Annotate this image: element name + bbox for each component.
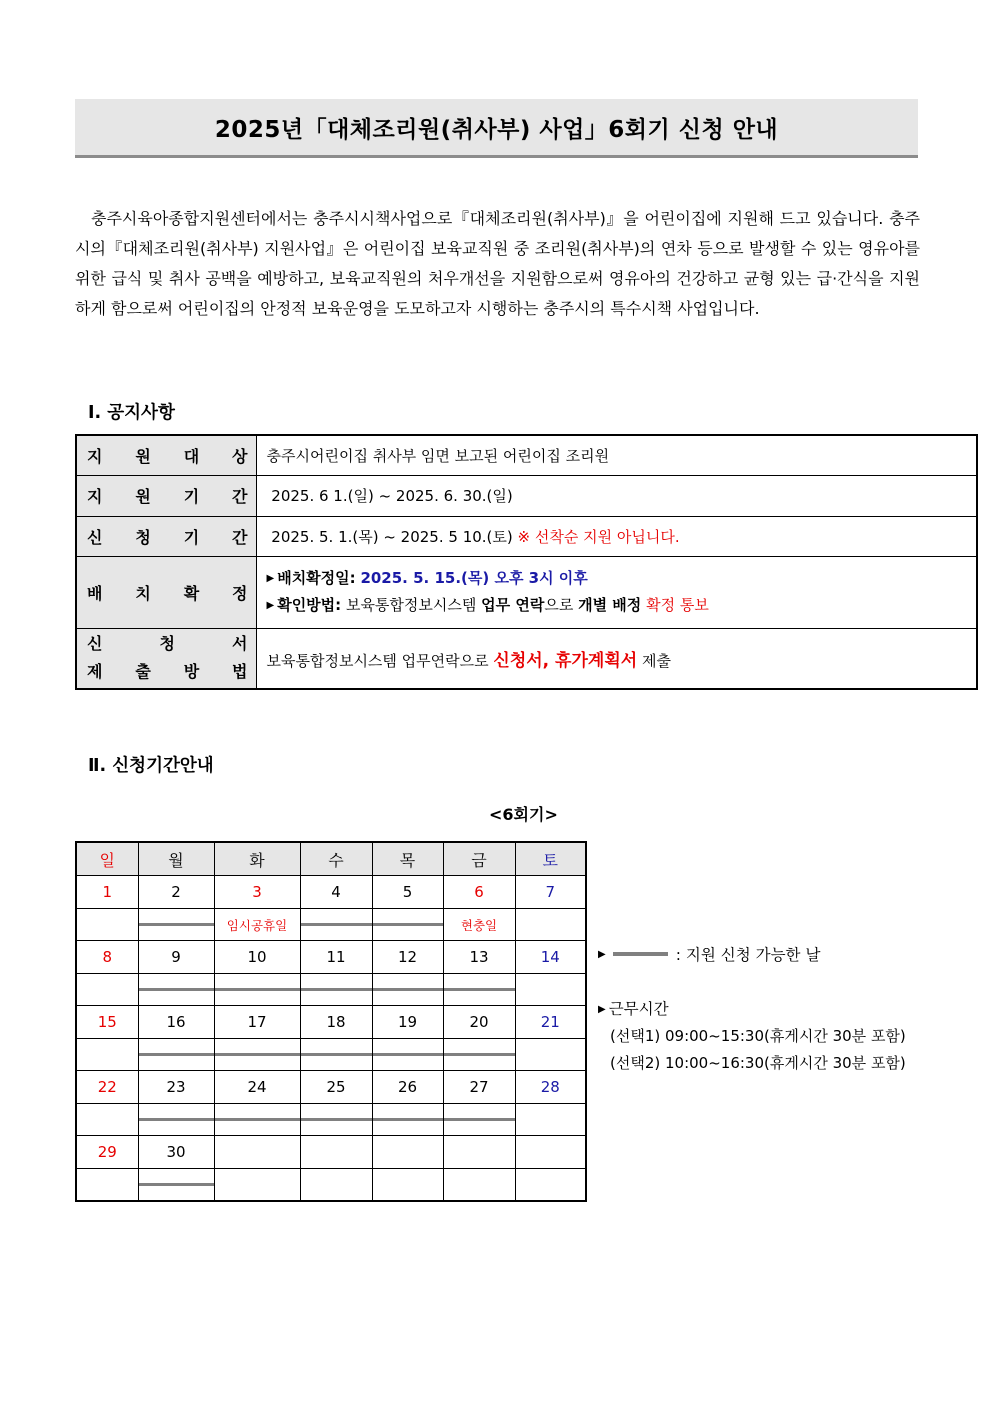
calendar-day: 4	[300, 876, 372, 909]
calendar-day: 25	[300, 1071, 372, 1104]
calendar-day: 9	[138, 941, 214, 974]
calendar-day	[515, 1136, 586, 1169]
calendar-day	[443, 1136, 515, 1169]
label-apply: 신 청 기 간	[76, 516, 256, 556]
calendar-table	[75, 841, 587, 1202]
value-target: 충주시어린이집 취사부 임면 보고된 어린이집 조리원	[256, 435, 977, 475]
section-heading-schedule: Ⅱ. 신청기간안내	[88, 756, 214, 776]
calendar-day: 16	[138, 1006, 214, 1039]
calendar-mark-row	[76, 909, 586, 941]
value-assign	[256, 556, 977, 628]
work-option-1: (선택1) 09:00~15:30(휴게시간 30분 포함)	[610, 1027, 906, 1045]
apply-available-bar	[373, 1053, 443, 1056]
apply-available-bar	[301, 988, 372, 991]
intro-paragraph: 충주시육아종합지원센터에서는 충주시시책사업으로『대체조리원(취사부)』을 어린이집에 지원해 드고 있습니다. 충주시의『대체조리원(취사부) 지원사업』은 어린이집 보육교직원 중 조리원(취사부)의 연차 등으로 발생할 수 있는 영유아를 위한 급식 및 취사 공백을 예방하고, 보육교직원의 처우개선을 지원함으로써 영유아의 건강하고 균형 있는 급·간식을 지원하게 함으로써 어린이집의 안정적 보육운영을 도모하고자 시행하는 충주시의 특수시책 사업입니다.	[75, 209, 920, 318]
calendar-day: 30	[138, 1136, 214, 1169]
calendar-week-row	[76, 941, 586, 974]
calendar-day: 27	[443, 1071, 515, 1104]
calendar-mark-row	[76, 1104, 586, 1136]
value-submit: 보육통합정보시스템 업무연락으로 신청서, 휴가계획서 제출	[256, 628, 977, 689]
calendar-week-row	[76, 1006, 586, 1039]
calendar-day: 23	[138, 1071, 214, 1104]
calendar-mark-row	[76, 974, 586, 1006]
calendar-day: 13	[443, 941, 515, 974]
calendar-day: 24	[214, 1071, 300, 1104]
calendar-week-row	[76, 1071, 586, 1104]
assign-date-line: ▶ 배치확정일: 2025. 5. 15.(목) 오후 3시 이후	[266, 569, 588, 587]
notice-table	[75, 434, 978, 690]
apply-available-bar	[301, 923, 372, 926]
calendar-day: 5	[372, 876, 443, 909]
calendar-day: 8	[76, 941, 138, 974]
weekday-header: 토	[515, 842, 586, 876]
apply-available-bar	[215, 1118, 300, 1121]
calendar-day: 12	[372, 941, 443, 974]
calendar-day: 26	[372, 1071, 443, 1104]
calendar-day: 18	[300, 1006, 372, 1039]
apply-available-bar	[139, 1183, 214, 1186]
apply-available-bar	[215, 988, 300, 991]
calendar-mark-row	[76, 1039, 586, 1071]
holiday-label: 현충일	[443, 909, 515, 941]
apply-available-bar	[373, 988, 443, 991]
calendar-day	[214, 1136, 300, 1169]
apply-available-bar	[444, 988, 515, 991]
apply-available-bar	[139, 923, 214, 926]
calendar-header-row	[76, 842, 586, 876]
calendar-legend: ▶ : 지원 신청 가능한 날	[598, 946, 821, 964]
value-apply: 2025. 5. 1.(목) ~ 2025. 5 10.(토) ※ 선착순 지원 아닙니다.	[256, 516, 977, 556]
apply-available-bar	[444, 1118, 515, 1121]
triangle-bullet-icon: ▶	[266, 573, 275, 584]
section-heading-notice: Ⅰ. 공지사항	[88, 403, 175, 423]
calendar-week-row	[76, 1136, 586, 1169]
calendar-caption: <6회기>	[489, 805, 558, 824]
calendar-mark-row	[76, 1169, 586, 1202]
apply-available-bar	[301, 1118, 372, 1121]
work-hours-title: ▶ 근무시간	[598, 1000, 669, 1018]
apply-available-bar	[139, 988, 214, 991]
apply-available-bar	[373, 923, 443, 926]
calendar-day: 20	[443, 1006, 515, 1039]
value-period: 2025. 6 1.(일) ~ 2025. 6. 30.(일)	[256, 475, 977, 516]
weekday-header: 화	[214, 842, 300, 876]
notice-row-period	[76, 475, 977, 516]
calendar-day	[300, 1136, 372, 1169]
label-assign: 배 치 확 정	[76, 556, 256, 628]
calendar-day: 28	[515, 1071, 586, 1104]
notice-row-submit	[76, 628, 977, 689]
calendar-day: 10	[214, 941, 300, 974]
apply-available-bar	[373, 1118, 443, 1121]
holiday-label: 임시공휴일	[214, 909, 300, 941]
calendar-day: 22	[76, 1071, 138, 1104]
label-target: 지 원 대 상	[76, 435, 256, 475]
work-option-2: (선택2) 10:00~16:30(휴게시간 30분 포함)	[610, 1054, 906, 1072]
calendar-day	[372, 1136, 443, 1169]
weekday-header: 금	[443, 842, 515, 876]
label-period: 지 원 기 간	[76, 475, 256, 516]
triangle-bullet-icon: ▶	[598, 948, 606, 960]
notice-row-apply	[76, 516, 977, 556]
triangle-bullet-icon: ▶	[598, 1004, 606, 1015]
calendar-day: 1	[76, 876, 138, 909]
calendar-day: 3	[214, 876, 300, 909]
calendar-day: 15	[76, 1006, 138, 1039]
apply-note: ※ 선착순 지원 아닙니다.	[517, 527, 680, 546]
apply-available-bar	[301, 1053, 372, 1056]
calendar-day: 2	[138, 876, 214, 909]
triangle-bullet-icon: ▶	[266, 600, 275, 611]
notice-row-assign	[76, 556, 977, 628]
weekday-header: 월	[138, 842, 214, 876]
apply-available-bar	[215, 1053, 300, 1056]
calendar-day: 14	[515, 941, 586, 974]
calendar-day: 17	[214, 1006, 300, 1039]
calendar-day: 6	[443, 876, 515, 909]
weekday-header: 수	[300, 842, 372, 876]
calendar-day: 19	[372, 1006, 443, 1039]
weekday-header: 목	[372, 842, 443, 876]
work-hours	[598, 996, 906, 1077]
apply-available-bar	[139, 1118, 214, 1121]
assign-method-line: ▶ 확인방법: 보육통합정보시스템 업무 연락으로 개별 배정 확정 통보	[266, 596, 709, 614]
calendar-day: 7	[515, 876, 586, 909]
apply-available-bar	[139, 1053, 214, 1056]
calendar-week-row	[76, 876, 586, 909]
calendar-day: 21	[515, 1006, 586, 1039]
label-submit: 신 청 서 제 출 방 법	[76, 628, 256, 689]
notice-row-target	[76, 435, 977, 475]
apply-available-bar	[444, 1053, 515, 1056]
calendar-day: 11	[300, 941, 372, 974]
legend-line-icon	[613, 952, 668, 956]
page-title: 2025년「대체조리원(취사부) 사업」6회기 신청 안내	[75, 99, 918, 158]
calendar-day: 29	[76, 1136, 138, 1169]
weekday-header: 일	[76, 842, 138, 876]
